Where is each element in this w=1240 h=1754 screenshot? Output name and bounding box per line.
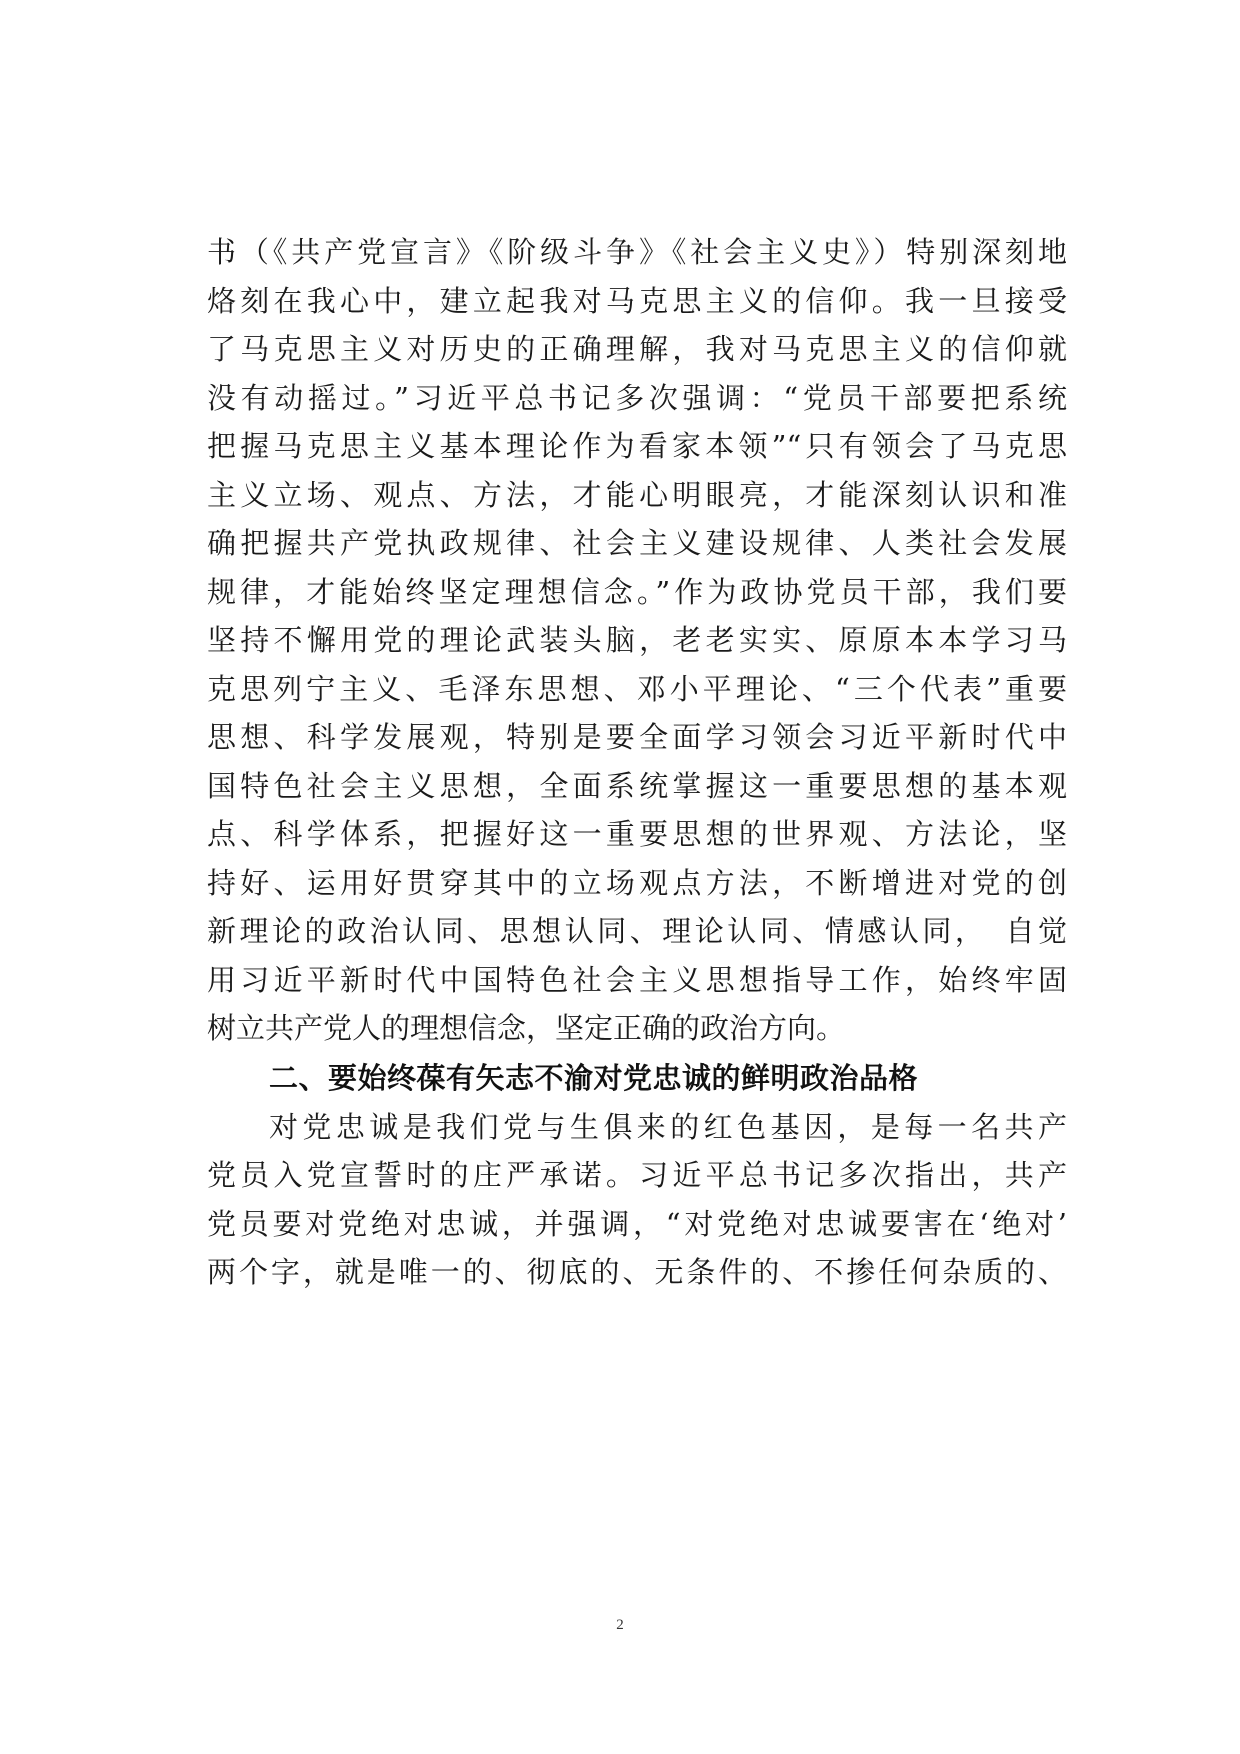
text-line: 把握马克思主义基本理论作为看家本领”“只有领会了马克思 — [207, 429, 1067, 463]
text-line: 烙刻在我心中，建立起我对马克思主义的信仰。我一旦接受 — [207, 283, 1067, 318]
text-line: 两个字，就是唯一的、彻底的、无条件的、不掺任何杂质的、 — [207, 1255, 1067, 1289]
text-line: 持好、运用好贯穿其中的立场观点方法，不断增进对党的创 — [207, 865, 1067, 900]
text-line: 用习近平新时代中国特色社会主义思想指导工作，始终牢固 — [207, 962, 1067, 997]
text-line: 没有动摇过。”习近平总书记多次强调：“党员干部要把系统 — [207, 380, 1067, 415]
text-line: 国特色社会主义思想，全面系统掌握这一重要思想的基本观 — [207, 768, 1067, 803]
text-line: 确把握共产党执政规律、社会主义建设规律、人类社会发展 — [207, 526, 1067, 560]
document-body — [207, 228, 1067, 1297]
text-line: 党员要对党绝对忠诚，并强调，“对党绝对忠诚要害在‘绝对’ — [207, 1206, 1067, 1241]
text-line: 了马克思主义对历史的正确理解，我对马克思主义的信仰就 — [207, 332, 1067, 366]
text-line: 坚持不懈用党的理论武装头脑，老老实实、原原本本学习马 — [207, 623, 1067, 657]
text-line: 点、科学体系，把握好这一重要思想的世界观、方法论，坚 — [207, 817, 1067, 851]
section-heading: 二、要始终葆有矢志不渝对党忠诚的鲜明政治品格 — [269, 1060, 919, 1095]
text-line: 规律，才能始终坚定理想信念。”作为政协党员干部，我们要 — [207, 574, 1067, 609]
paragraph-2 — [207, 1103, 1067, 1297]
text-line: 对党忠诚是我们党与生俱来的红色基因，是每一名共产 — [269, 1109, 1067, 1144]
paragraph-1 — [207, 228, 1067, 1053]
text-line: 克思列宁主义、毛泽东思想、邓小平理论、“三个代表”重要 — [207, 671, 1067, 706]
text-line: 党员入党宣誓时的庄严承诺。习近平总书记多次指出，共产 — [207, 1158, 1067, 1192]
text-line: 新理论的政治认同、思想认同、理论认同、情感认同， 自觉 — [207, 914, 1067, 948]
text-line: 书（《共产党宣言》《阶级斗争》《社会主义史》）特别深刻地 — [207, 235, 1067, 269]
text-line: 思想、科学发展观，特别是要全面学习领会习近平新时代中 — [207, 720, 1067, 754]
page-number: 2 — [616, 1617, 624, 1633]
text-line: 树立共产党人的理想信念，坚定正确的政治方向。 — [207, 1011, 846, 1045]
text-line: 主义立场、观点、方法，才能心明眼亮，才能深刻认识和准 — [207, 477, 1067, 512]
